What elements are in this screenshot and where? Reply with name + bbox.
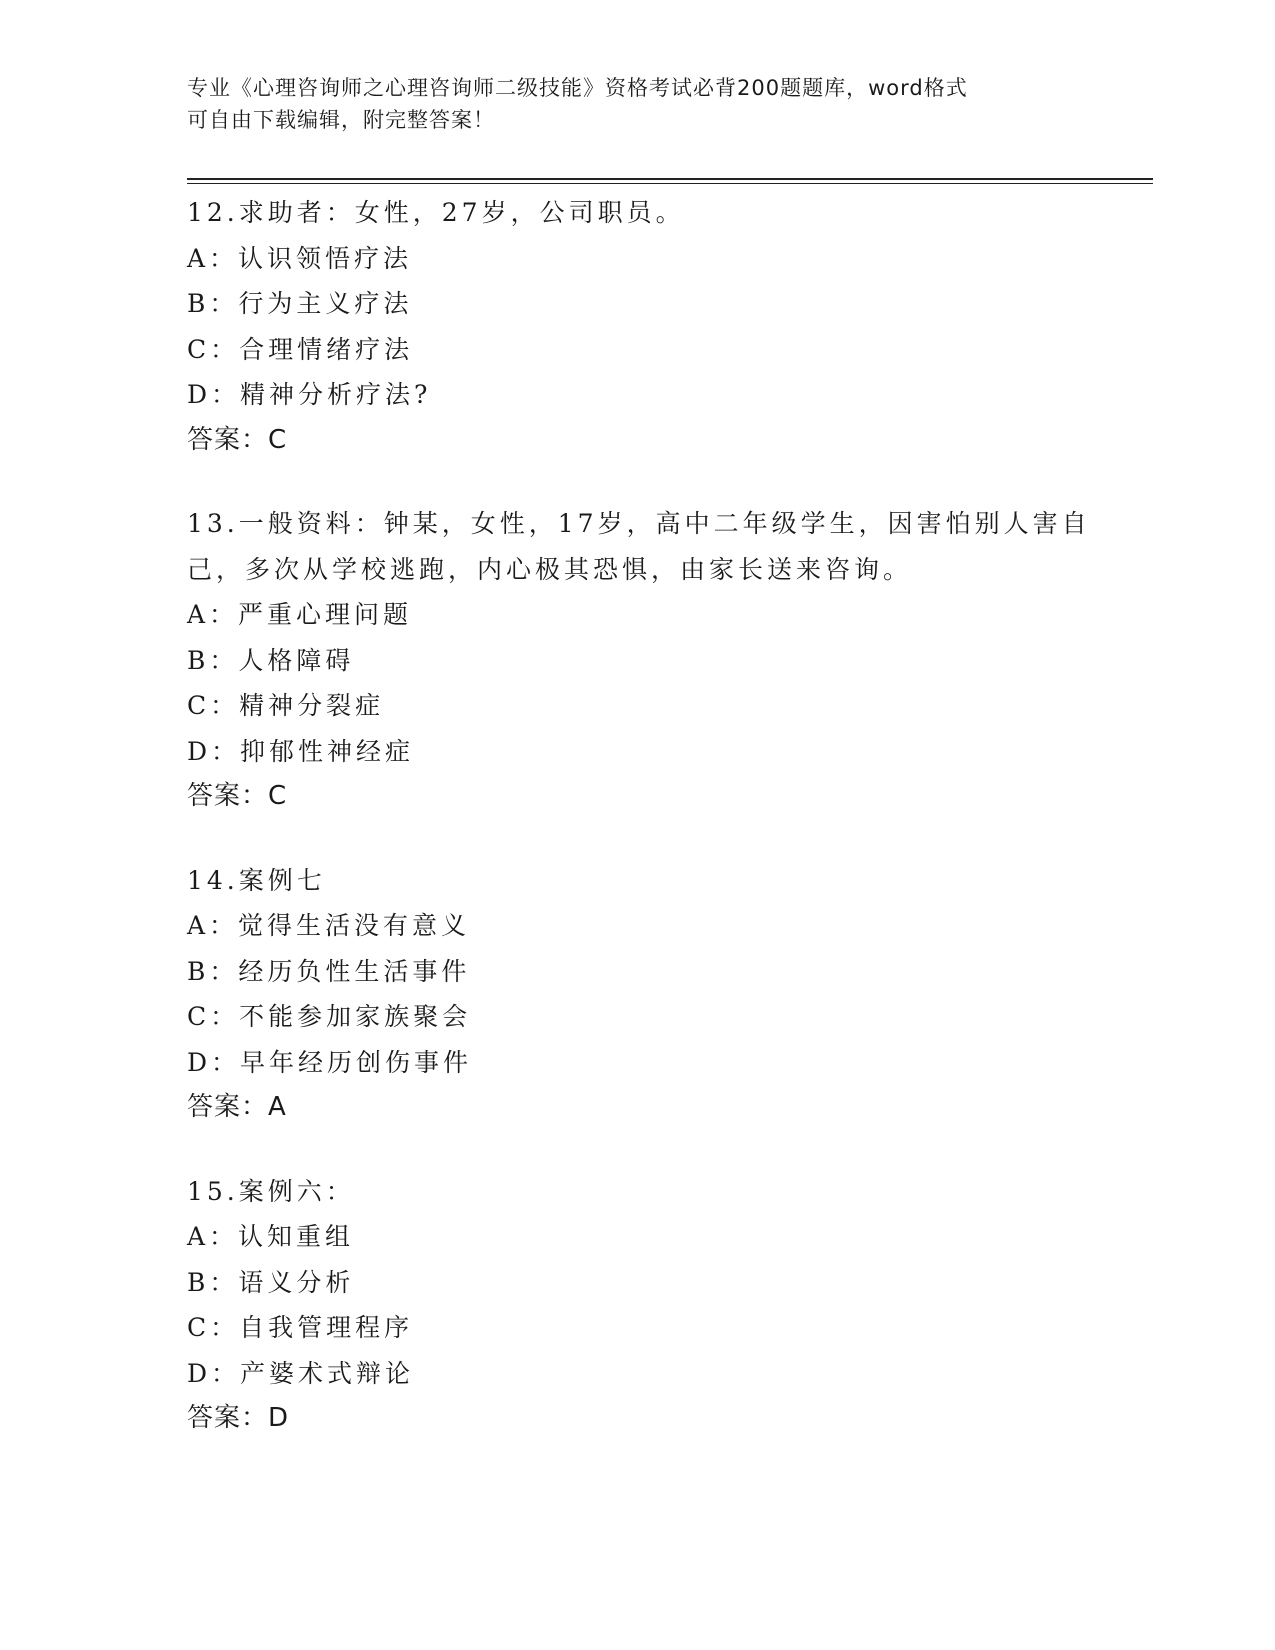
option-a: A：认识领悟疗法 bbox=[187, 243, 413, 273]
answer-key: 答案：D bbox=[187, 1403, 290, 1433]
question-12 bbox=[187, 190, 1107, 463]
option-c: C：自我管理程序 bbox=[187, 1313, 414, 1342]
option-d: D：早年经历创伤事件 bbox=[187, 1047, 473, 1077]
header-line-1: 专业《心理咨询师之心理咨询师二级技能》资格考试必背200题题库，word格式 bbox=[187, 76, 968, 100]
header-divider-thin bbox=[187, 183, 1153, 184]
question-13 bbox=[187, 501, 1107, 820]
option-b: B：人格障碍 bbox=[187, 645, 355, 675]
option-b: B：经历负性生活事件 bbox=[187, 956, 471, 986]
question-stem: 12.求助者：女性，27岁，公司职员。 bbox=[187, 198, 685, 227]
option-d: D：抑郁性神经症 bbox=[187, 736, 415, 766]
question-stem: 13.一般资料：钟某，女性，17岁，高中二年级学生，因害怕别人害自己，多次从学校逃跑，内心极其恐惧，由家长送来咨询。 bbox=[187, 509, 1091, 584]
option-d: D：精神分析疗法? bbox=[187, 380, 432, 409]
question-15 bbox=[187, 1169, 1107, 1442]
option-c: C：不能参加家族聚会 bbox=[187, 1002, 472, 1031]
answer-key: 答案：A bbox=[187, 1092, 287, 1122]
option-d: D：产婆术式辩论 bbox=[187, 1358, 415, 1388]
header-divider-thick bbox=[187, 178, 1153, 180]
answer-key: 答案：C bbox=[187, 781, 288, 811]
question-list bbox=[187, 190, 1107, 1480]
option-c: C：精神分裂症 bbox=[187, 691, 385, 720]
answer-key: 答案：C bbox=[187, 424, 288, 455]
option-a: A：严重心理问题 bbox=[187, 600, 413, 629]
option-a: A：觉得生活没有意义 bbox=[187, 911, 471, 940]
option-b: B：行为主义疗法 bbox=[187, 289, 413, 318]
question-14 bbox=[187, 858, 1107, 1131]
option-a: A：认知重组 bbox=[187, 1222, 355, 1251]
question-stem: 15.案例六： bbox=[187, 1176, 355, 1206]
document-header bbox=[187, 72, 1087, 136]
question-stem: 14.案例七 bbox=[187, 865, 326, 895]
option-c: C：合理情绪疗法 bbox=[187, 334, 414, 364]
header-line-2: 可自由下载编辑，附完整答案！ bbox=[187, 108, 495, 132]
option-b: B：语义分析 bbox=[187, 1267, 355, 1297]
